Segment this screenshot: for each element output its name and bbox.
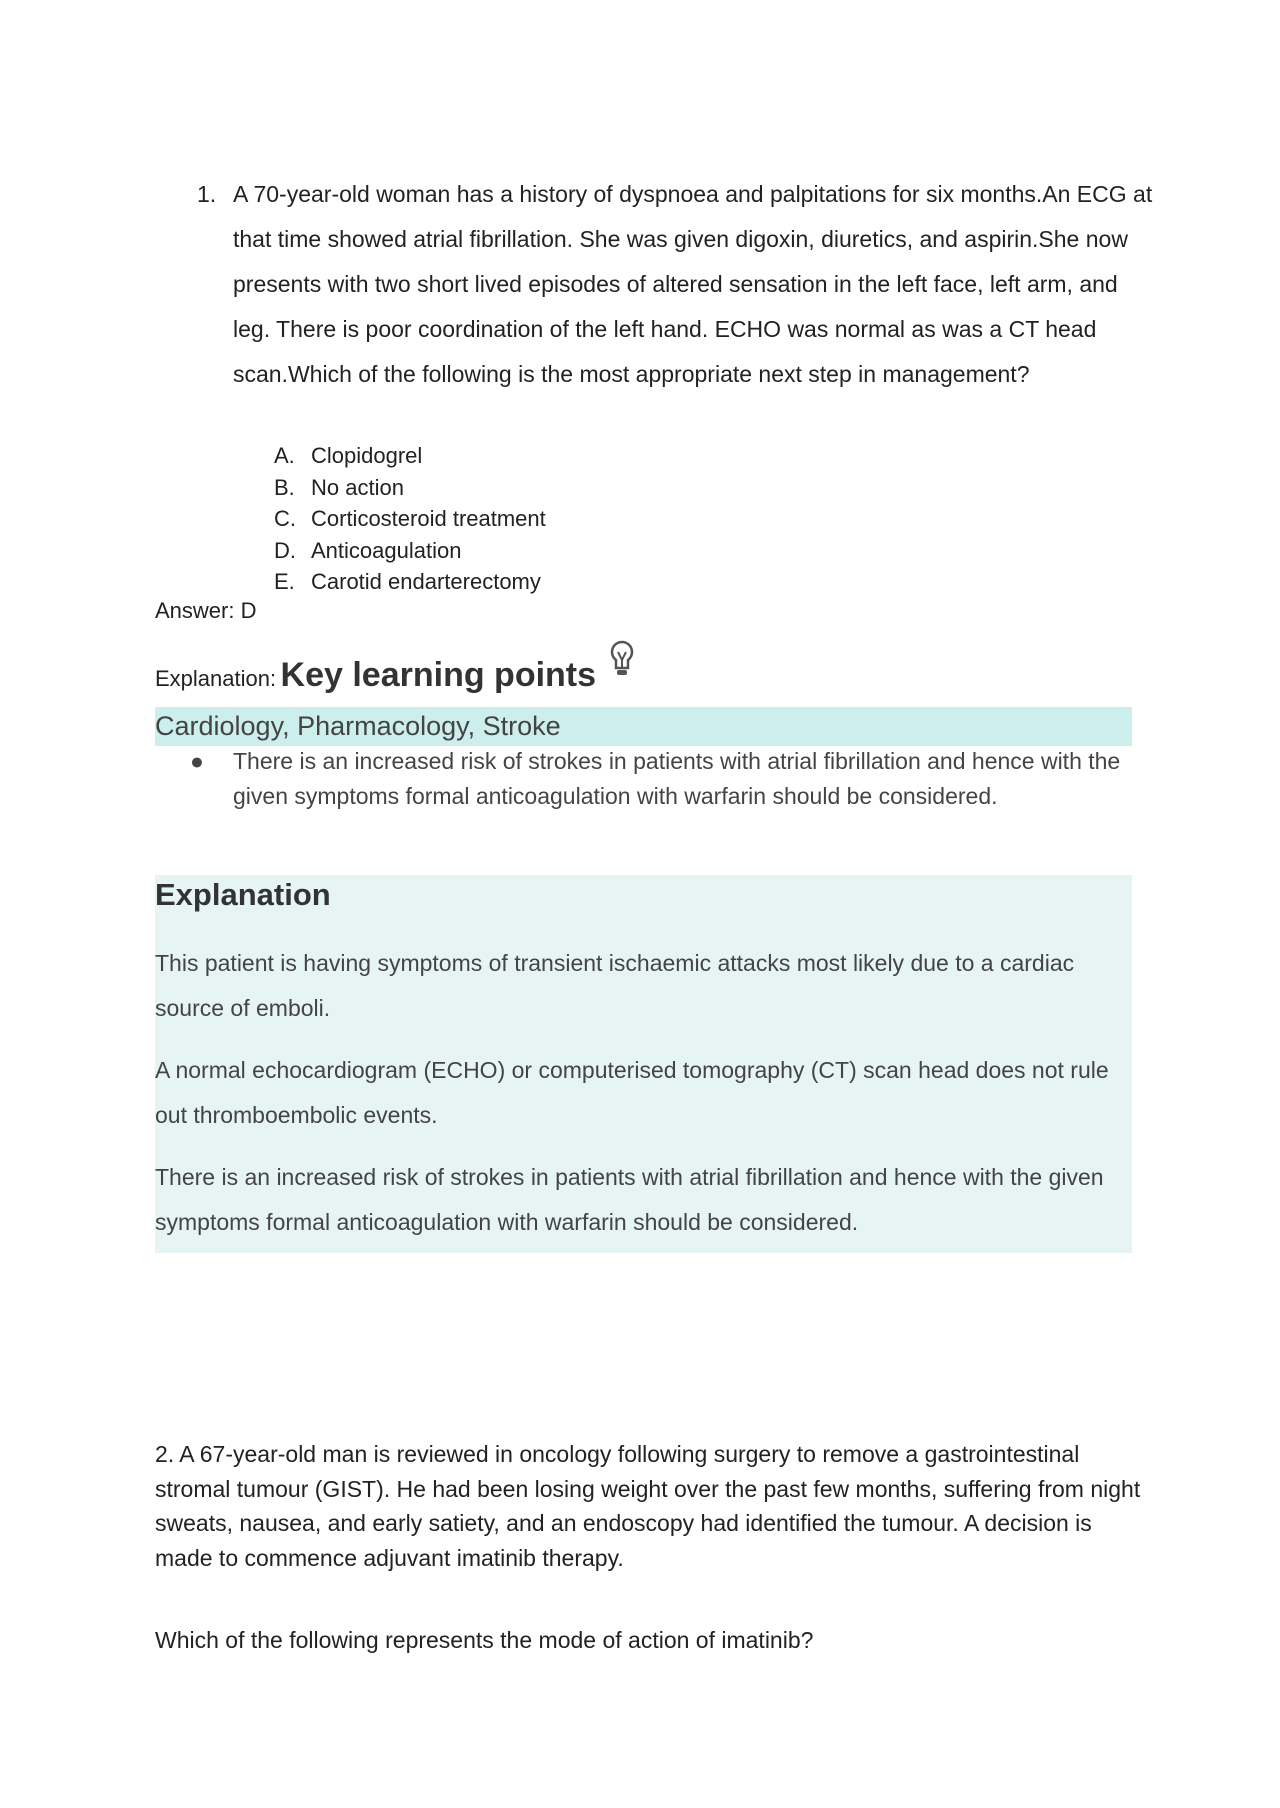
option-text: Anticoagulation <box>311 537 462 563</box>
question-text: A 70-year-old woman has a history of dyspnoea and palpitations for six months.An ECG at that time showed atrial fibrillation. She was given digoxin, diuretics, and aspirin.She now presents with two short lived episodes of altered sensation in the left face, left arm, and leg. There is poor coordination of the left hand. ECHO was normal as was a CT head scan.Which of the following is the most appropriate next step in management? <box>233 181 1153 387</box>
option-text: Clopidogrel <box>311 443 423 468</box>
key-points-title: Key learning points <box>280 656 597 694</box>
option-b <box>274 472 546 504</box>
option-letter: D. <box>274 537 296 563</box>
key-points-list <box>190 744 1140 813</box>
option-d <box>274 535 546 567</box>
explanation-paragraph: A normal echocardiogram (ECHO) or computerised tomography (CT) scan head does not rule out thromboembolic events. <box>155 1057 1109 1128</box>
option-e <box>274 566 546 598</box>
question-number: 1. <box>197 181 217 207</box>
option-text: No action <box>311 474 404 500</box>
question-1 <box>197 172 1157 397</box>
option-a <box>274 440 546 472</box>
topic-tags: Cardiology, Pharmacology, Stroke <box>155 707 1132 746</box>
question-2-prompt: Which of the following represents the mode of action of imatinib? <box>155 1627 814 1653</box>
explanation-paragraph: This patient is having symptoms of transient ischaemic attacks most likely due to a cardiac source of emboli. <box>155 950 1075 1021</box>
bullet-icon: ● <box>190 748 204 774</box>
explanation-paragraph: There is an increased risk of strokes in patients with atrial fibrillation and hence with the given symptoms formal anticoagulation with warfarin should be considered. <box>155 1164 1104 1235</box>
option-letter: B. <box>274 474 295 500</box>
option-letter: E. <box>274 569 295 594</box>
option-text: Carotid endarterectomy <box>311 569 541 594</box>
option-letter: C. <box>274 506 296 531</box>
answer: Answer: D <box>155 598 257 623</box>
explanation-label: Explanation: <box>155 666 277 691</box>
answer-options <box>274 440 546 598</box>
key-point: There is an increased risk of strokes in patients with atrial fibrillation and hence with the given symptoms formal anticoagulation with warfarin should be considered. <box>233 748 1121 809</box>
option-text: Corticosteroid treatment <box>311 506 546 531</box>
option-letter: A. <box>274 443 295 468</box>
explanation-heading: Explanation <box>155 877 331 912</box>
lightbulb-icon <box>609 640 635 685</box>
option-c <box>274 503 546 535</box>
question-2: 2. A 67-year-old man is reviewed in oncology following surgery to remove a gastrointestinal stromal tumour (GIST). He had been losing weight over the past few months, suffering from night sweats, nausea, and early satiety, and an endoscopy had identified the tumour. A decision is made to commence adjuvant imatinib therapy. <box>155 1441 1141 1571</box>
explanation-box <box>155 875 1132 1253</box>
explanation-line <box>155 656 635 695</box>
